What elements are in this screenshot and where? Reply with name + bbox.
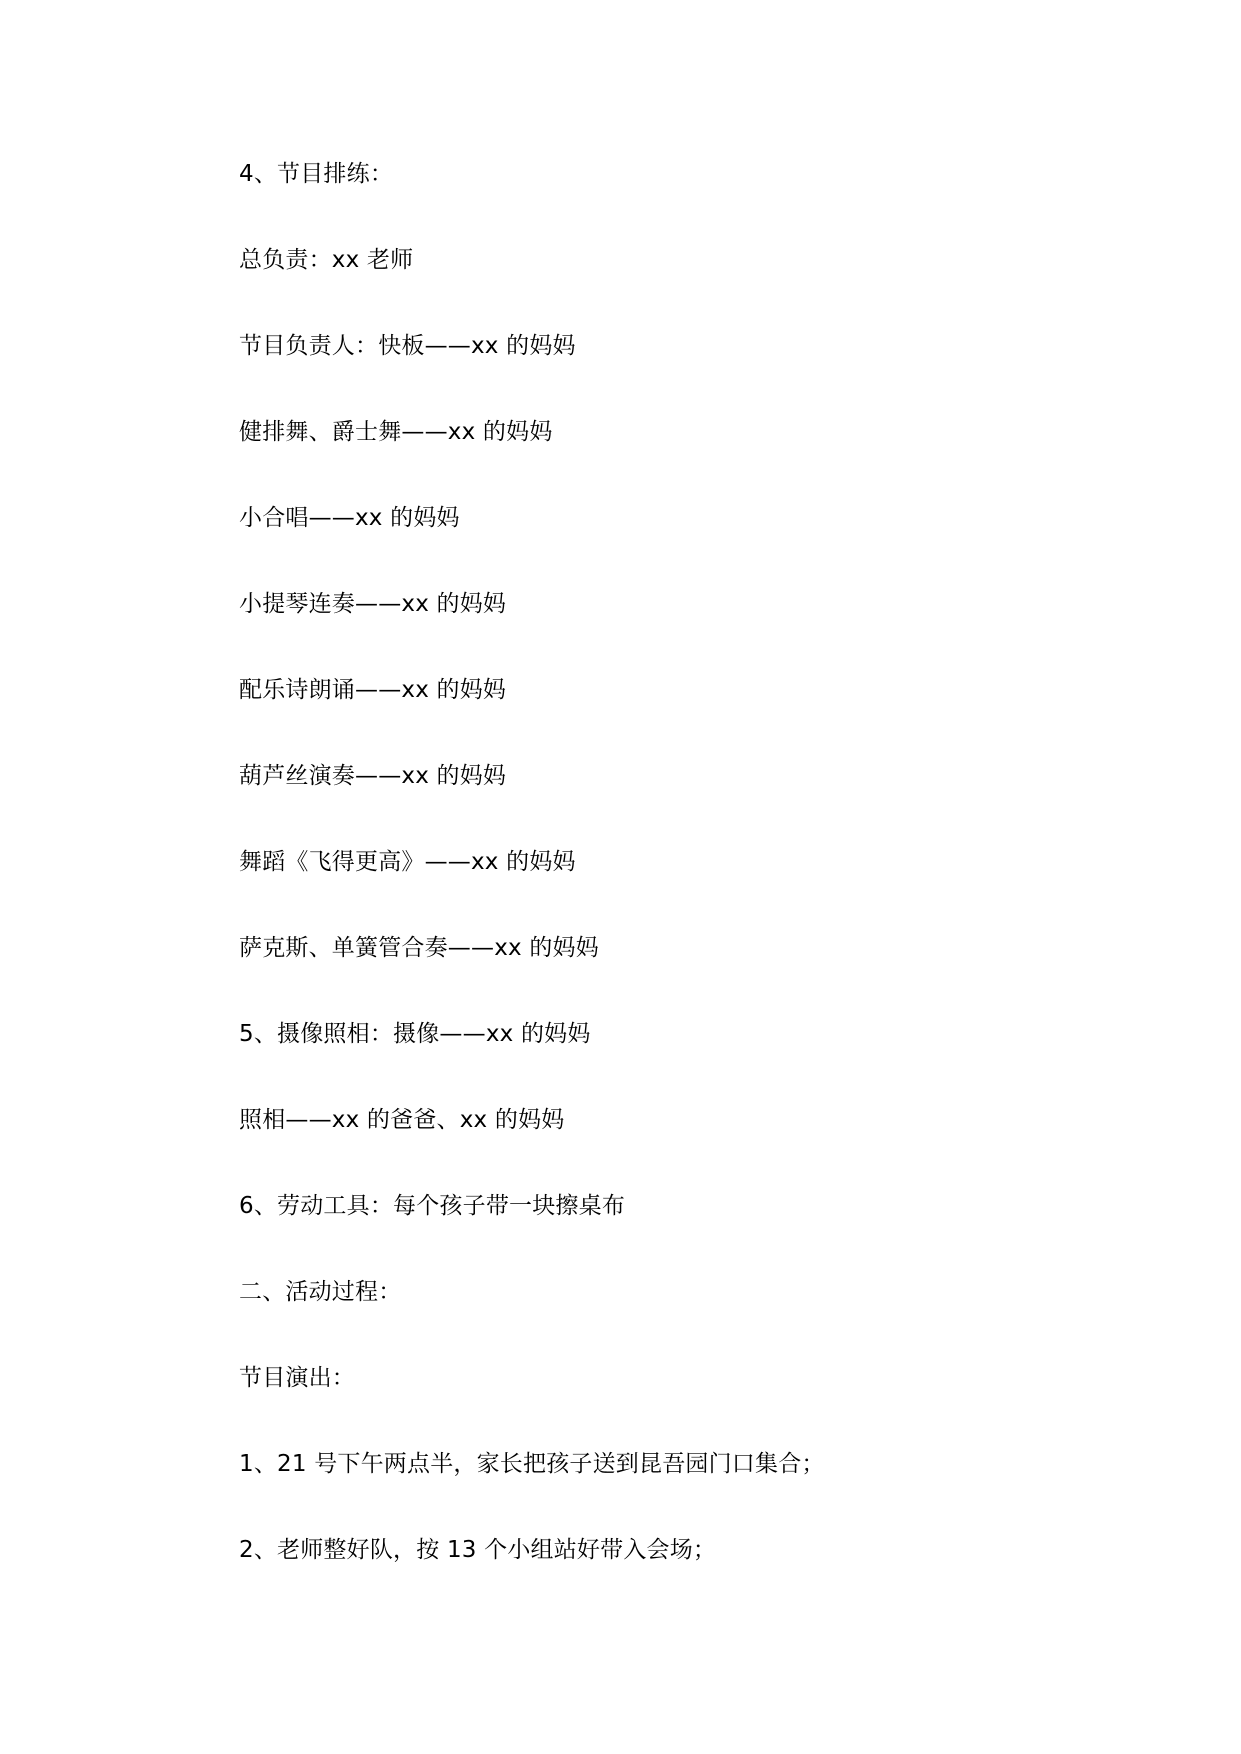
section-heading-photography: 5、摄像照相：摄像——xx 的妈妈 <box>239 1021 591 1047</box>
subheading-performance: 节目演出： <box>239 1365 355 1391</box>
text-line: 舞蹈《飞得更高》——xx 的妈妈 <box>239 849 576 875</box>
section-heading-tools: 6、劳动工具：每个孩子带一块擦桌布 <box>239 1193 626 1219</box>
text-line: 配乐诗朗诵——xx 的妈妈 <box>239 677 507 703</box>
text-line: 小合唱——xx 的妈妈 <box>239 505 460 531</box>
numbered-step: 1、21 号下午两点半，家长把孩子送到昆吾园门口集合； <box>239 1451 825 1477</box>
section-heading-activity-process: 二、活动过程： <box>239 1279 402 1305</box>
document-body <box>239 154 1039 1616</box>
text-line: 节目负责人：快板——xx 的妈妈 <box>239 333 576 359</box>
section-heading-rehearsal: 4、节目排练： <box>239 161 394 187</box>
text-line: 小提琴连奏——xx 的妈妈 <box>239 591 507 617</box>
text-line: 健排舞、爵士舞——xx 的妈妈 <box>239 419 553 445</box>
text-line: 照相——xx 的爸爸、xx 的妈妈 <box>239 1107 565 1133</box>
text-line: 葫芦丝演奏——xx 的妈妈 <box>239 763 507 789</box>
numbered-step: 2、老师整好队，按 13 个小组站好带入会场； <box>239 1537 717 1563</box>
text-line: 萨克斯、单簧管合奏——xx 的妈妈 <box>239 935 599 961</box>
text-line: 总负责：xx 老师 <box>239 247 414 273</box>
